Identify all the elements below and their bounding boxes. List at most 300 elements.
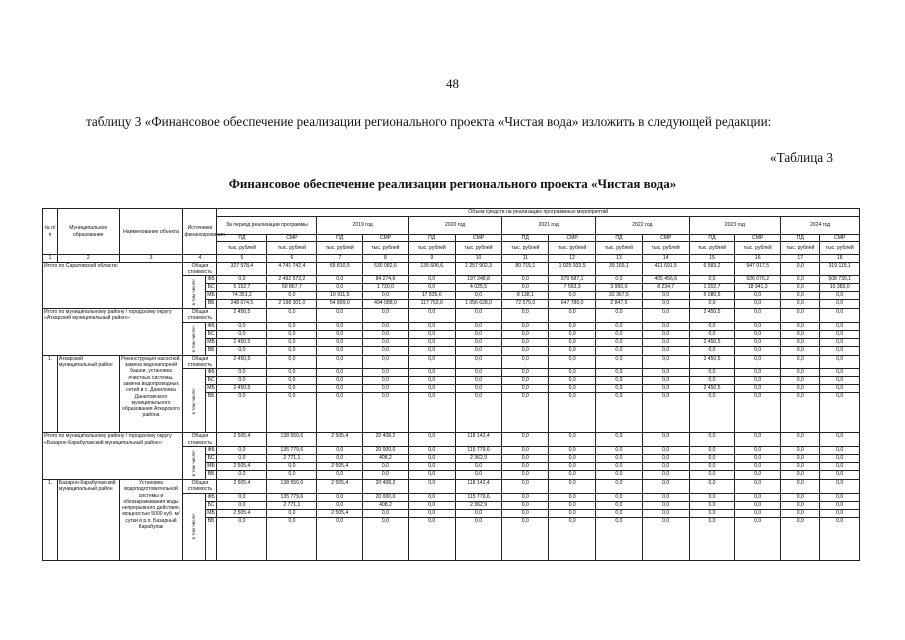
vertical-label: в том числе: [190,278,196,306]
table-row [43,355,860,369]
value-cell: 0,0 [317,501,363,509]
header-source: Источники финансирования [183,209,217,255]
value-cell: 0,0 [781,509,820,517]
value-cell: 0,0 [502,446,549,454]
value-cell: 135 779,6 [267,446,317,454]
value-cell: 0,0 [642,393,689,433]
table-row [43,479,860,493]
header-unit: тыс. рублей [363,242,409,255]
header-unit: тыс. рублей [317,242,363,255]
value-cell: 0,0 [820,462,860,470]
source-code: БС [205,377,217,385]
value-cell: 0,0 [408,433,455,447]
value-cell: 74 351,2 [217,292,267,300]
value-cell: 0,0 [596,393,643,433]
value-cell: 0,0 [502,309,549,323]
value-cell: 0,0 [317,338,363,346]
value-cell: 0,0 [502,385,549,393]
value-cell: 0,0 [502,330,549,338]
value-cell: 508 730,1 [820,276,860,284]
value-cell: 0,0 [455,377,502,385]
value-cell: 0,0 [502,462,549,470]
value-cell: 0,0 [549,454,596,462]
value-cell: 117 763,0 [408,300,455,309]
value-cell: 118 142,4 [455,433,502,447]
value-cell: 39 165,1 [596,262,643,276]
header-year: 2023 год [689,217,780,235]
value-cell: 0,0 [735,309,781,323]
header-index: 12 [549,255,596,262]
value-cell: 0,0 [267,377,317,385]
value-cell: 0,0 [820,346,860,355]
value-cell: 0,0 [689,509,735,517]
value-cell: 0,0 [642,501,689,509]
value-cell: 115 779,6 [455,493,502,501]
value-cell: 0,0 [217,322,267,330]
value-cell: 0,0 [735,300,781,309]
value-cell: 0,0 [689,346,735,355]
value-cell: 0,0 [502,454,549,462]
value-cell: 0,0 [735,292,781,300]
value-cell: 0,0 [317,493,363,501]
value-cell: 0,0 [820,433,860,447]
value-cell: 0,0 [642,462,689,470]
value-cell: 0,0 [502,355,549,369]
value-cell: 0,0 [642,479,689,493]
value-cell: 2 505,4 [217,433,267,447]
value-cell: 50 867,7 [267,284,317,292]
header-index: 7 [317,255,363,262]
header-index: 15 [689,255,735,262]
source-code: ВБ [205,346,217,355]
value-cell: 0,0 [781,501,820,509]
value-cell: 54 899,0 [317,300,363,309]
value-cell: 0,0 [781,346,820,355]
value-cell: 0,0 [549,292,596,300]
value-cell: 0,0 [363,509,409,517]
value-cell: 0,0 [642,493,689,501]
value-cell: 0,0 [363,393,409,433]
header-index: 6 [267,255,317,262]
value-cell: 0,0 [455,369,502,377]
value-cell: 0,0 [735,330,781,338]
value-cell: 0,0 [502,284,549,292]
value-cell: 0,0 [363,377,409,385]
value-cell: 0,0 [363,322,409,330]
value-cell: 0,0 [781,355,820,369]
value-cell: 0,0 [689,470,735,479]
page-number: 48 [446,76,459,91]
value-cell: 0,0 [689,300,735,309]
header-smr: СМР [549,235,596,242]
value-cell: 0,0 [455,385,502,393]
value-cell: 0,0 [642,322,689,330]
vertical-label-cell [183,446,205,479]
value-cell: 0,0 [596,338,643,346]
value-cell: 0,0 [781,284,820,292]
object-name: Установка водоподготовительной системы и обеззараживания воды непрерывного действия, мощностью 5000 куб. м/сутки в р.п. Базарный Карабулак [119,479,183,560]
value-cell: 0,0 [363,462,409,470]
value-cell: 0,0 [689,517,735,560]
value-cell: 0,0 [781,330,820,338]
value-cell: 2 505,4 [317,433,363,447]
source-code: ВБ [205,470,217,479]
vertical-label: в том числе: [190,513,196,540]
value-cell: 2 505,4 [217,462,267,470]
header-index: 11 [502,255,549,262]
value-cell: 0,0 [735,517,781,560]
value-cell: 0,0 [267,338,317,346]
value-cell: 0,0 [642,292,689,300]
value-cell: 2 505,4 [217,479,267,493]
value-cell: 18 941,3 [735,284,781,292]
row-number: 1. [43,479,58,560]
value-cell: 0,0 [820,338,860,346]
source-code: МБ [205,338,217,346]
source-total: Общая стоимость [183,309,217,323]
value-cell: 2 450,5 [217,338,267,346]
value-cell: 0,0 [596,517,643,560]
value-cell: 72 575,0 [502,300,549,309]
value-cell: 0,0 [267,462,317,470]
value-cell: 0,0 [317,276,363,284]
value-cell: 647 785,0 [549,300,596,309]
value-cell: 0,0 [596,470,643,479]
value-cell: 0,0 [267,292,317,300]
value-cell: 0,0 [689,446,735,454]
source-total: Общая стоимость [183,479,217,493]
header-unit: тыс. рублей [502,242,549,255]
value-cell: 0,0 [820,322,860,330]
value-cell: 0,0 [217,501,267,509]
value-cell: 0,0 [735,509,781,517]
value-cell: 135 779,6 [267,493,317,501]
vertical-label-cell [183,493,205,560]
value-cell: 2 362,9 [455,501,502,509]
value-cell: 0,0 [642,454,689,462]
value-cell: 0,0 [455,338,502,346]
value-cell: 2 505,4 [317,479,363,493]
value-cell: 0,0 [689,454,735,462]
value-cell: 0,0 [549,517,596,560]
header-period-total: За период реализации программы [217,217,317,235]
value-cell: 0,0 [781,292,820,300]
value-cell: 0,0 [408,509,455,517]
value-cell: 8 138,1 [502,292,549,300]
value-cell: 0,0 [549,385,596,393]
value-cell: 0,0 [596,377,643,385]
source-code: МБ [205,292,217,300]
header-unit: тыс. рублей [781,242,820,255]
header-index: 9 [408,255,455,262]
value-cell: 1 257 902,3 [455,262,502,276]
source-total: Общая стоимость [183,262,217,276]
vertical-label: в том числе: [190,325,196,353]
value-cell: 0,0 [502,433,549,447]
value-cell: 0,0 [363,470,409,479]
value-cell: 2 450,5 [217,355,267,369]
value-cell: 0,0 [217,517,267,560]
value-cell: 10 383,0 [820,284,860,292]
value-cell: 0,0 [596,385,643,393]
vertical-label-cell [183,322,205,355]
value-cell: 0,0 [317,385,363,393]
value-cell: 0,0 [735,346,781,355]
value-cell: 0,0 [502,493,549,501]
header-pd: ПД [408,235,455,242]
value-cell: 0,0 [642,385,689,393]
municipality-name: Аткарский муниципальный район [57,355,119,433]
header-pd: ПД [217,235,267,242]
value-cell: 0,0 [455,462,502,470]
value-cell: 0,0 [363,346,409,355]
vertical-label-cell [183,369,205,433]
header-index: 13 [596,255,643,262]
value-cell: 0,0 [642,338,689,346]
header-pd: ПД [596,235,643,242]
value-cell: 0,0 [408,346,455,355]
source-code: ФБ [205,322,217,330]
value-cell: 0,0 [217,393,267,433]
value-cell: 0,0 [317,309,363,323]
value-cell: 17 835,6 [408,292,455,300]
value-cell: 0,0 [267,393,317,433]
value-cell: 0,0 [549,377,596,385]
value-cell: 0,0 [735,377,781,385]
value-cell: 0,0 [217,377,267,385]
header-year: 2021 год [502,217,596,235]
value-cell: 0,0 [408,355,455,369]
value-cell: 0,0 [642,517,689,560]
value-cell: 0,0 [642,330,689,338]
header-index: 17 [781,255,820,262]
value-cell: 0,0 [781,393,820,433]
header-pd: ПД [689,235,735,242]
value-cell: 138 550,6 [267,433,317,447]
value-cell: 0,0 [408,470,455,479]
value-cell: 0,0 [642,509,689,517]
value-cell: 2 450,5 [689,355,735,369]
intro-paragraph: таблицу 3 «Финансовое обеспечение реализации регионального проекта «Чистая вода» изложить в следующей редакции: [86,114,772,129]
value-cell: 0,0 [820,330,860,338]
value-cell: 408,2 [363,501,409,509]
value-cell: 7 563,3 [549,284,596,292]
value-cell: 0,0 [317,369,363,377]
header-smr: СМР [363,235,409,242]
value-cell: 0,0 [317,470,363,479]
value-cell: 0,0 [363,355,409,369]
value-cell: 0,0 [735,470,781,479]
value-cell: 0,0 [267,470,317,479]
value-cell: 0,0 [781,276,820,284]
value-cell: 20 000,0 [363,446,409,454]
value-cell: 5 152,7 [217,284,267,292]
value-cell: 0,0 [408,309,455,323]
value-cell: 0,0 [689,501,735,509]
value-cell: 0,0 [781,479,820,493]
object-name: Реконструкция насосной, замена водонапорной башни, установка очистных системы, замена водопроводных сетей в с. Даниловка Даниловского муниципального образования Аткарского района [119,355,183,433]
value-cell: 0,0 [549,433,596,447]
value-cell: 2 450,5 [217,385,267,393]
value-cell: 1 202,7 [689,284,735,292]
table-row [43,433,860,447]
value-cell: 0,0 [642,470,689,479]
value-cell: 947 017,5 [735,262,781,276]
value-cell: 0,0 [549,309,596,323]
value-cell: 411 691,5 [642,262,689,276]
value-cell: 0,0 [502,470,549,479]
value-cell: 0,0 [502,393,549,433]
section-title: Итого по Саратовской области: [43,262,183,309]
value-cell: 408,2 [363,454,409,462]
value-cell: 0,0 [596,322,643,330]
value-cell: 0,0 [820,292,860,300]
value-cell: 0,0 [549,393,596,433]
value-cell: 0,0 [689,493,735,501]
value-cell: 0,0 [820,377,860,385]
header-index: 18 [820,255,860,262]
value-cell: 0,0 [642,355,689,369]
value-cell: 494 088,0 [363,300,409,309]
value-cell: 0,0 [408,385,455,393]
value-cell: 0,0 [642,346,689,355]
value-cell: 0,0 [820,517,860,560]
header-smr: СМР [455,235,502,242]
value-cell: 2 450,5 [689,309,735,323]
value-cell: 0,0 [689,479,735,493]
header-smr: СМР [642,235,689,242]
value-cell: 0,0 [549,470,596,479]
value-cell: 4 741 742,4 [267,262,317,276]
source-code: БС [205,284,217,292]
value-cell: 0,0 [689,330,735,338]
value-cell: 0,0 [689,276,735,284]
value-cell: 0,0 [596,433,643,447]
row-number: 1. [43,355,58,433]
value-cell: 3 950,0 [596,284,643,292]
value-cell: 65 810,5 [317,262,363,276]
value-cell: 0,0 [781,433,820,447]
value-cell: 0,0 [596,501,643,509]
header-unit: тыс. рублей [642,242,689,255]
value-cell: 0,0 [549,355,596,369]
section-title: Итого по муниципальному району / городскому округу «Аткарский муниципальный район»: [43,309,183,356]
source-code: МБ [205,509,217,517]
value-cell: 0,0 [689,433,735,447]
value-cell: 0,0 [820,300,860,309]
value-cell: 0,0 [735,385,781,393]
value-cell: 32 367,5 [596,292,643,300]
value-cell: 0,0 [363,369,409,377]
value-cell: 0,0 [781,309,820,323]
value-cell: 0,0 [735,454,781,462]
value-cell: 0,0 [781,377,820,385]
value-cell: 20 408,2 [363,479,409,493]
source-code: БС [205,330,217,338]
value-cell: 2 505,4 [317,509,363,517]
header-unit: тыс. рублей [408,242,455,255]
table-title: Финансовое обеспечение реализации регионального проекта «Чистая вода» [228,176,677,191]
source-code: МБ [205,385,217,393]
value-cell: 0,0 [781,338,820,346]
value-cell: 0,0 [267,509,317,517]
value-cell: 0,0 [455,355,502,369]
vertical-label: в том числе: [190,449,196,477]
source-code: ФБ [205,276,217,284]
value-cell: 0,0 [781,446,820,454]
header-index: 16 [735,255,781,262]
header-index: 10 [455,255,502,262]
value-cell: 0,0 [689,393,735,433]
value-cell: 0,0 [267,355,317,369]
value-cell: 0,0 [217,446,267,454]
value-cell: 0,0 [363,517,409,560]
value-cell: 0,0 [217,369,267,377]
value-cell: 0,0 [217,276,267,284]
value-cell: 0,0 [820,501,860,509]
value-cell: 327 578,4 [217,262,267,276]
value-cell: 118 142,4 [455,479,502,493]
value-cell: 0,0 [455,517,502,560]
value-cell: 135 606,6 [408,262,455,276]
value-cell: 0,0 [689,369,735,377]
value-cell: 0,0 [267,369,317,377]
value-cell: 0,0 [363,330,409,338]
value-cell: 0,0 [781,470,820,479]
value-cell: 0,0 [549,509,596,517]
value-cell: 0,0 [781,262,820,276]
value-cell: 0,0 [596,276,643,284]
value-cell: 0,0 [642,369,689,377]
source-total: Общая стоимость [183,433,217,447]
header-pd: ПД [502,235,549,242]
value-cell: 0,0 [317,377,363,385]
header-unit: тыс. рублей [689,242,735,255]
table-row [43,309,860,323]
source-code: ФБ [205,446,217,454]
value-cell: 0,0 [596,454,643,462]
value-cell: 0,0 [549,501,596,509]
header-year: 2024 год [781,217,860,235]
value-cell: 0,0 [408,479,455,493]
value-cell: 2 505,4 [217,509,267,517]
value-cell: 0,0 [642,300,689,309]
value-cell: 0,0 [217,330,267,338]
value-cell: 20 408,2 [363,433,409,447]
value-cell: 0,0 [317,284,363,292]
value-cell: 405 456,6 [642,276,689,284]
value-cell: 0,0 [502,517,549,560]
value-cell: 0,0 [820,509,860,517]
value-cell: 0,0 [455,346,502,355]
source-code: МБ [205,462,217,470]
value-cell: 0,0 [408,322,455,330]
table-row [43,262,860,276]
source-code: БС [205,454,217,462]
value-cell: 0,0 [502,276,549,284]
value-cell: 2 847,5 [596,300,643,309]
value-cell: 0,0 [217,470,267,479]
section-title: Итого по муниципальному району / городскому округу «Базарно-Карабулакский муниципальный район»: [43,433,183,480]
value-cell: 2 362,9 [455,454,502,462]
header-index: 8 [363,255,409,262]
value-cell: 0,0 [267,322,317,330]
value-cell: 0,0 [689,462,735,470]
value-cell: 0,0 [502,509,549,517]
value-cell: 0,0 [363,292,409,300]
header-unit: тыс. рублей [735,242,781,255]
value-cell: 0,0 [735,493,781,501]
